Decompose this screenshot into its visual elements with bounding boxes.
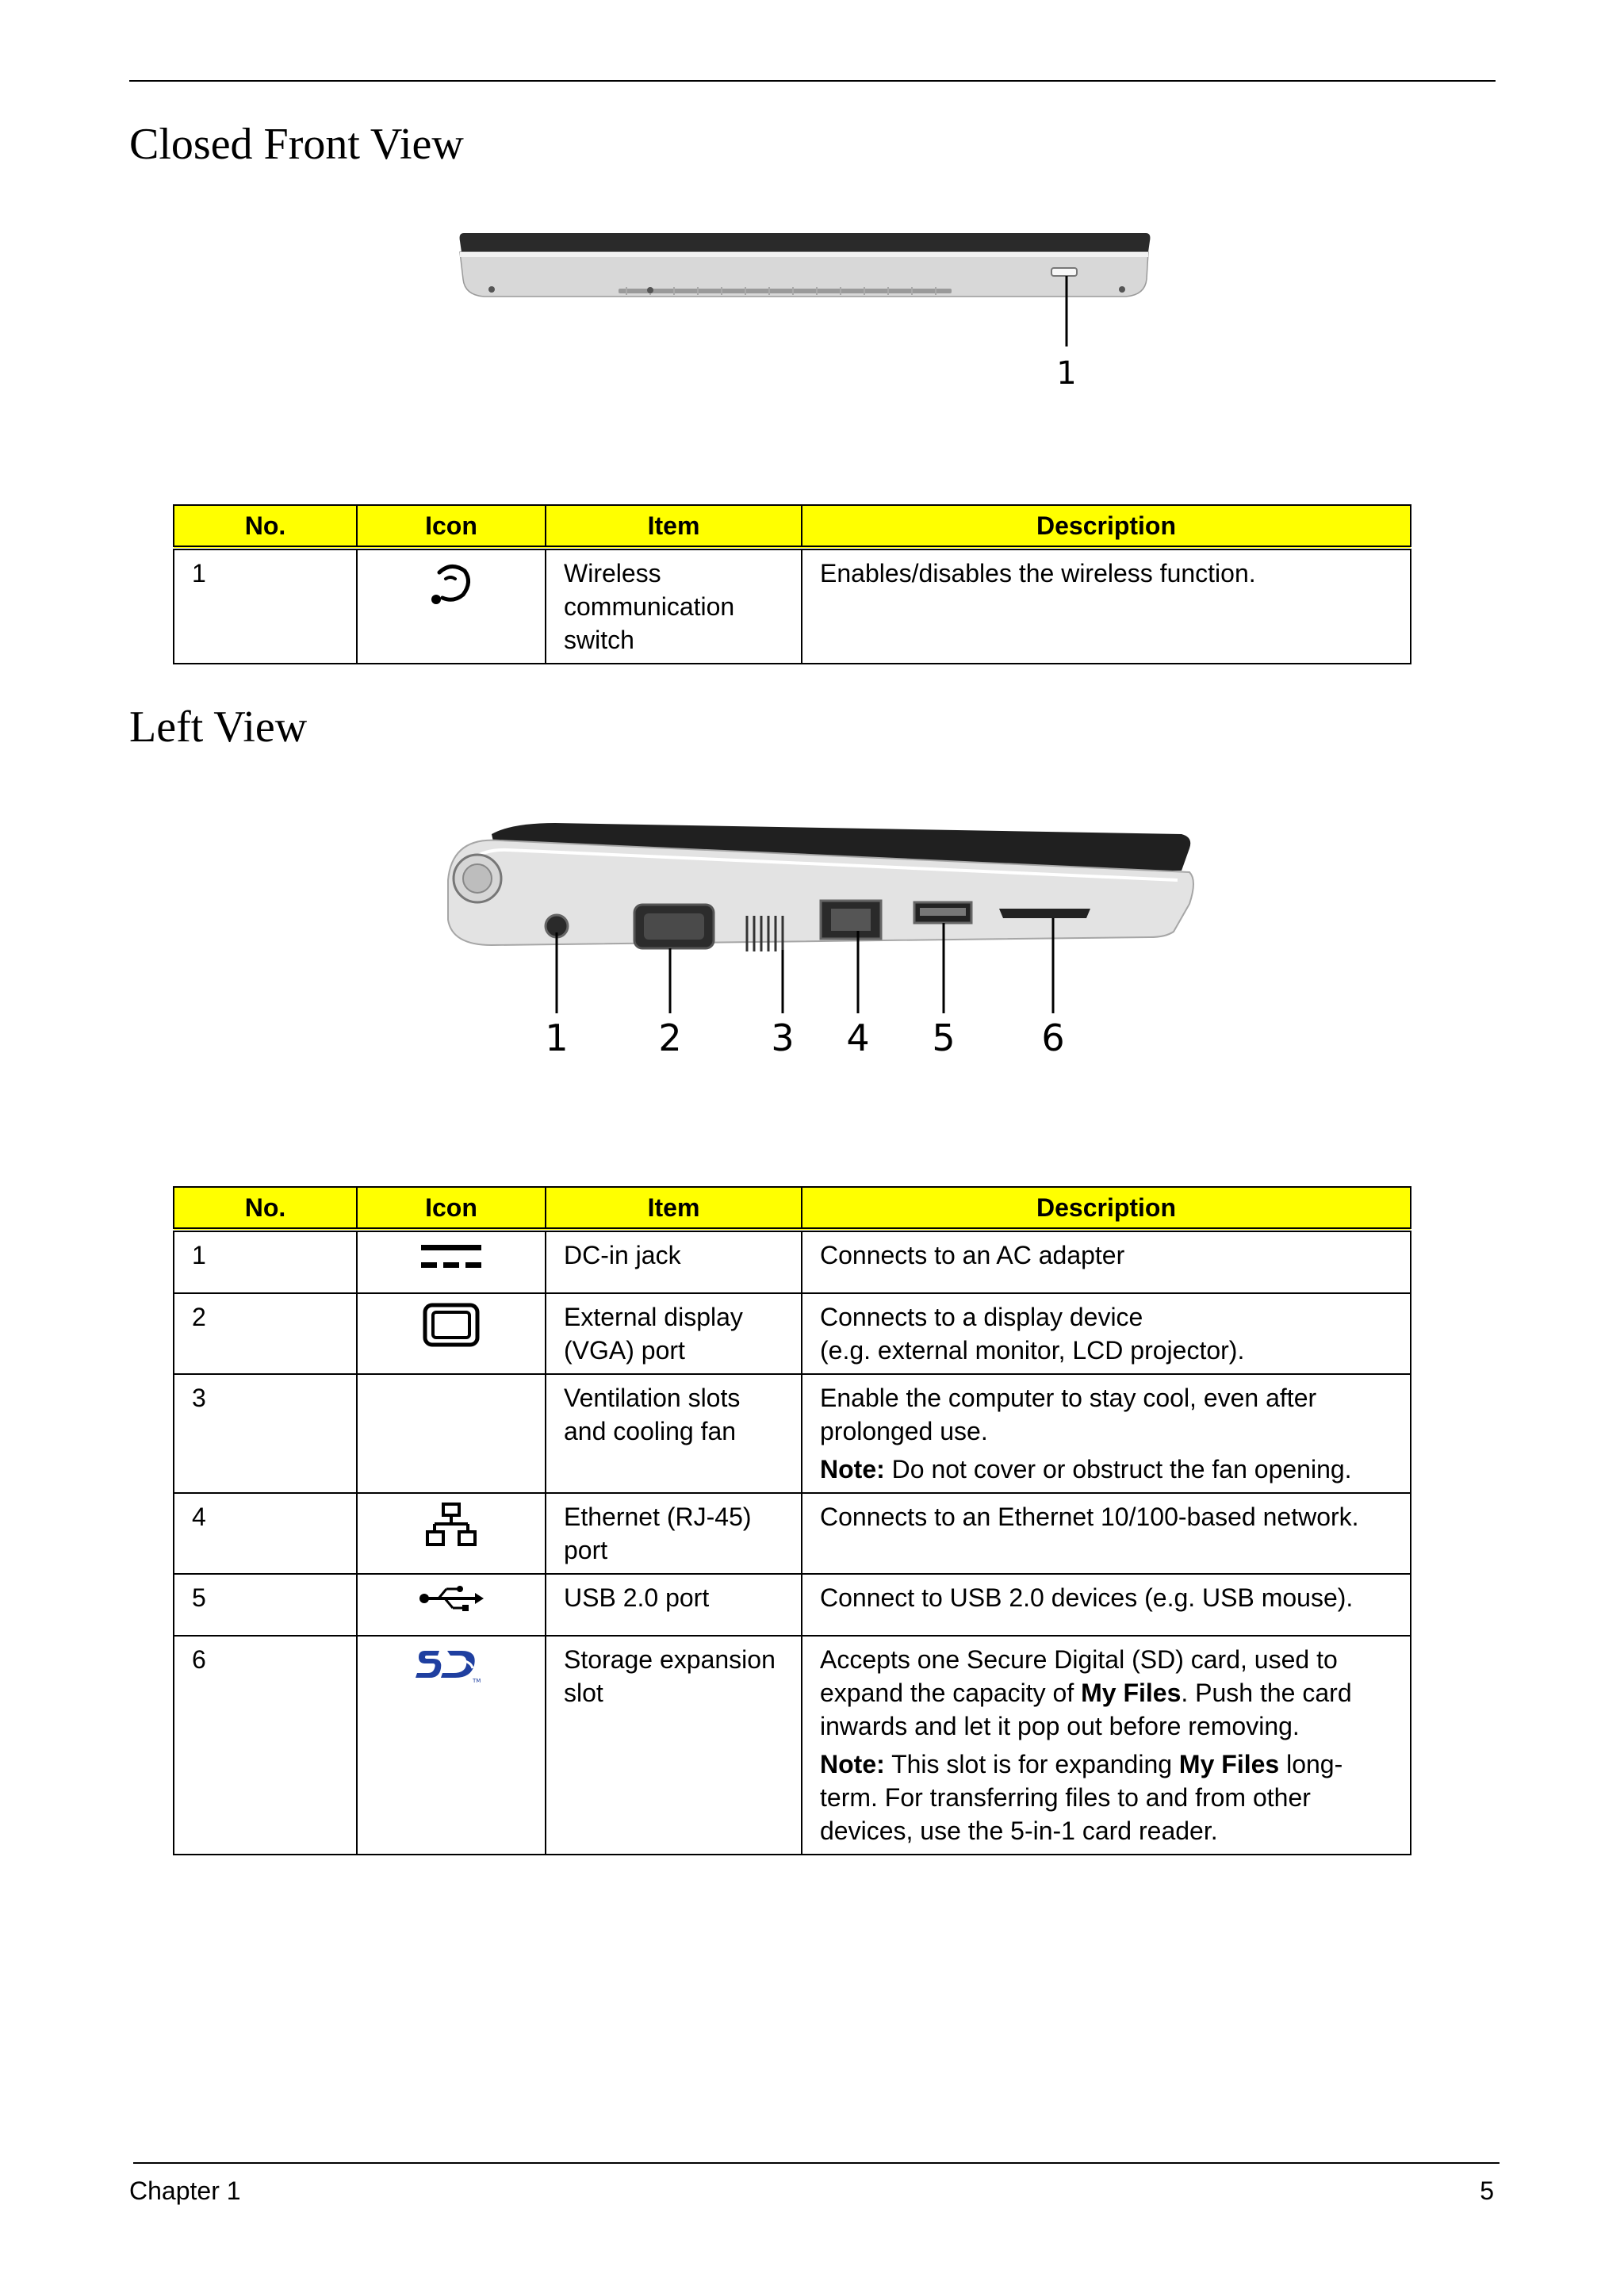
description-line: Connects to a display device [820, 1303, 1143, 1331]
description-part: Accepts one Secure Digital (SD) card, used to expand the capacity of [820, 1645, 1338, 1707]
front-view-table [173, 504, 1411, 664]
table-row [174, 548, 1411, 664]
ethernet-icon [425, 1502, 477, 1549]
description-text: Enable the computer to stay cool, even after prolonged use. [820, 1384, 1317, 1445]
left-callout-3: 3 [771, 1016, 795, 1059]
note [820, 1453, 1392, 1486]
col-header-item: Item [546, 1187, 802, 1230]
left-callout-1: 1 [545, 1016, 569, 1059]
empty-icon-cell [357, 1374, 546, 1493]
item-name: Ventilation slots and cooling fan [546, 1374, 802, 1493]
item-description: Connects to an Ethernet 10/100-based network. [802, 1493, 1411, 1574]
col-header-item: Item [546, 505, 802, 548]
left-callout-4: 4 [846, 1016, 870, 1059]
table-row [174, 1574, 1411, 1636]
note-label: Note: [820, 1455, 885, 1483]
row-number: 4 [174, 1493, 357, 1574]
note-text: This slot is for expanding [884, 1750, 1179, 1778]
left-view-figure [373, 761, 1245, 1078]
left-callout-6: 6 [1041, 1016, 1065, 1059]
col-header-description: Description [802, 505, 1411, 548]
item-description [802, 1293, 1411, 1374]
col-header-icon: Icon [357, 505, 546, 548]
front-callout-1: 1 [1056, 355, 1077, 392]
row-number: 5 [174, 1574, 357, 1636]
section-title-front: Closed Front View [129, 120, 464, 169]
sd-card-icon [416, 1644, 487, 1684]
wireless-icon [423, 558, 479, 609]
item-name: Ethernet (RJ-45) port [546, 1493, 802, 1574]
footer-rule [133, 2162, 1500, 2164]
note [820, 1748, 1392, 1847]
col-header-no: No. [174, 505, 357, 548]
item-description: Connects to an AC adapter [802, 1230, 1411, 1293]
row-number: 3 [174, 1374, 357, 1493]
vga-display-icon [422, 1302, 481, 1348]
description-part: . Push the card inwards and let it pop out before removing. [820, 1679, 1352, 1740]
row-number: 1 [174, 1230, 357, 1293]
closed-front-view-figure [365, 176, 1253, 422]
item-name: DC-in jack [546, 1230, 802, 1293]
table-row [174, 1293, 1411, 1374]
item-name: Storage expansion slot [546, 1636, 802, 1855]
svg-text:TM: TM [473, 1678, 481, 1684]
col-header-icon: Icon [357, 1187, 546, 1230]
footer-chapter: Chapter 1 [129, 2176, 241, 2205]
left-view-table [173, 1186, 1411, 1855]
section-title-left: Left View [129, 702, 308, 752]
note-emphasis: My Files [1178, 1750, 1280, 1778]
table-row [174, 1493, 1411, 1574]
left-callout-2: 2 [658, 1016, 682, 1059]
dc-in-icon [419, 1240, 483, 1277]
row-number: 6 [174, 1636, 357, 1855]
description-emphasis: My Files [1081, 1679, 1182, 1707]
description-line: (e.g. external monitor, LCD projector). [820, 1336, 1245, 1365]
footer-page-number: 5 [1480, 2176, 1494, 2205]
item-name: USB 2.0 port [546, 1574, 802, 1636]
item-description: Enables/disables the wireless function. [802, 548, 1411, 664]
row-number: 2 [174, 1293, 357, 1374]
item-description [802, 1374, 1411, 1493]
description-text [820, 1643, 1392, 1743]
note-text: long-term. For transferring files to and from other devices, use the 5-in-1 card reader. [820, 1750, 1343, 1845]
note-label: Note: [820, 1750, 885, 1778]
table-row [174, 1636, 1411, 1855]
item-name: Wireless communication switch [546, 548, 802, 664]
row-number: 1 [174, 548, 357, 664]
note-text: Do not cover or obstruct the fan opening. [884, 1455, 1352, 1483]
item-description [802, 1636, 1411, 1855]
usb-icon [418, 1583, 485, 1614]
table-row [174, 1374, 1411, 1493]
table-row [174, 1230, 1411, 1293]
col-header-no: No. [174, 1187, 357, 1230]
left-callout-5: 5 [932, 1016, 956, 1059]
col-header-description: Description [802, 1187, 1411, 1230]
item-description: Connect to USB 2.0 devices (e.g. USB mouse). [802, 1574, 1411, 1636]
header-rule [129, 80, 1496, 82]
item-name: External display (VGA) port [546, 1293, 802, 1374]
